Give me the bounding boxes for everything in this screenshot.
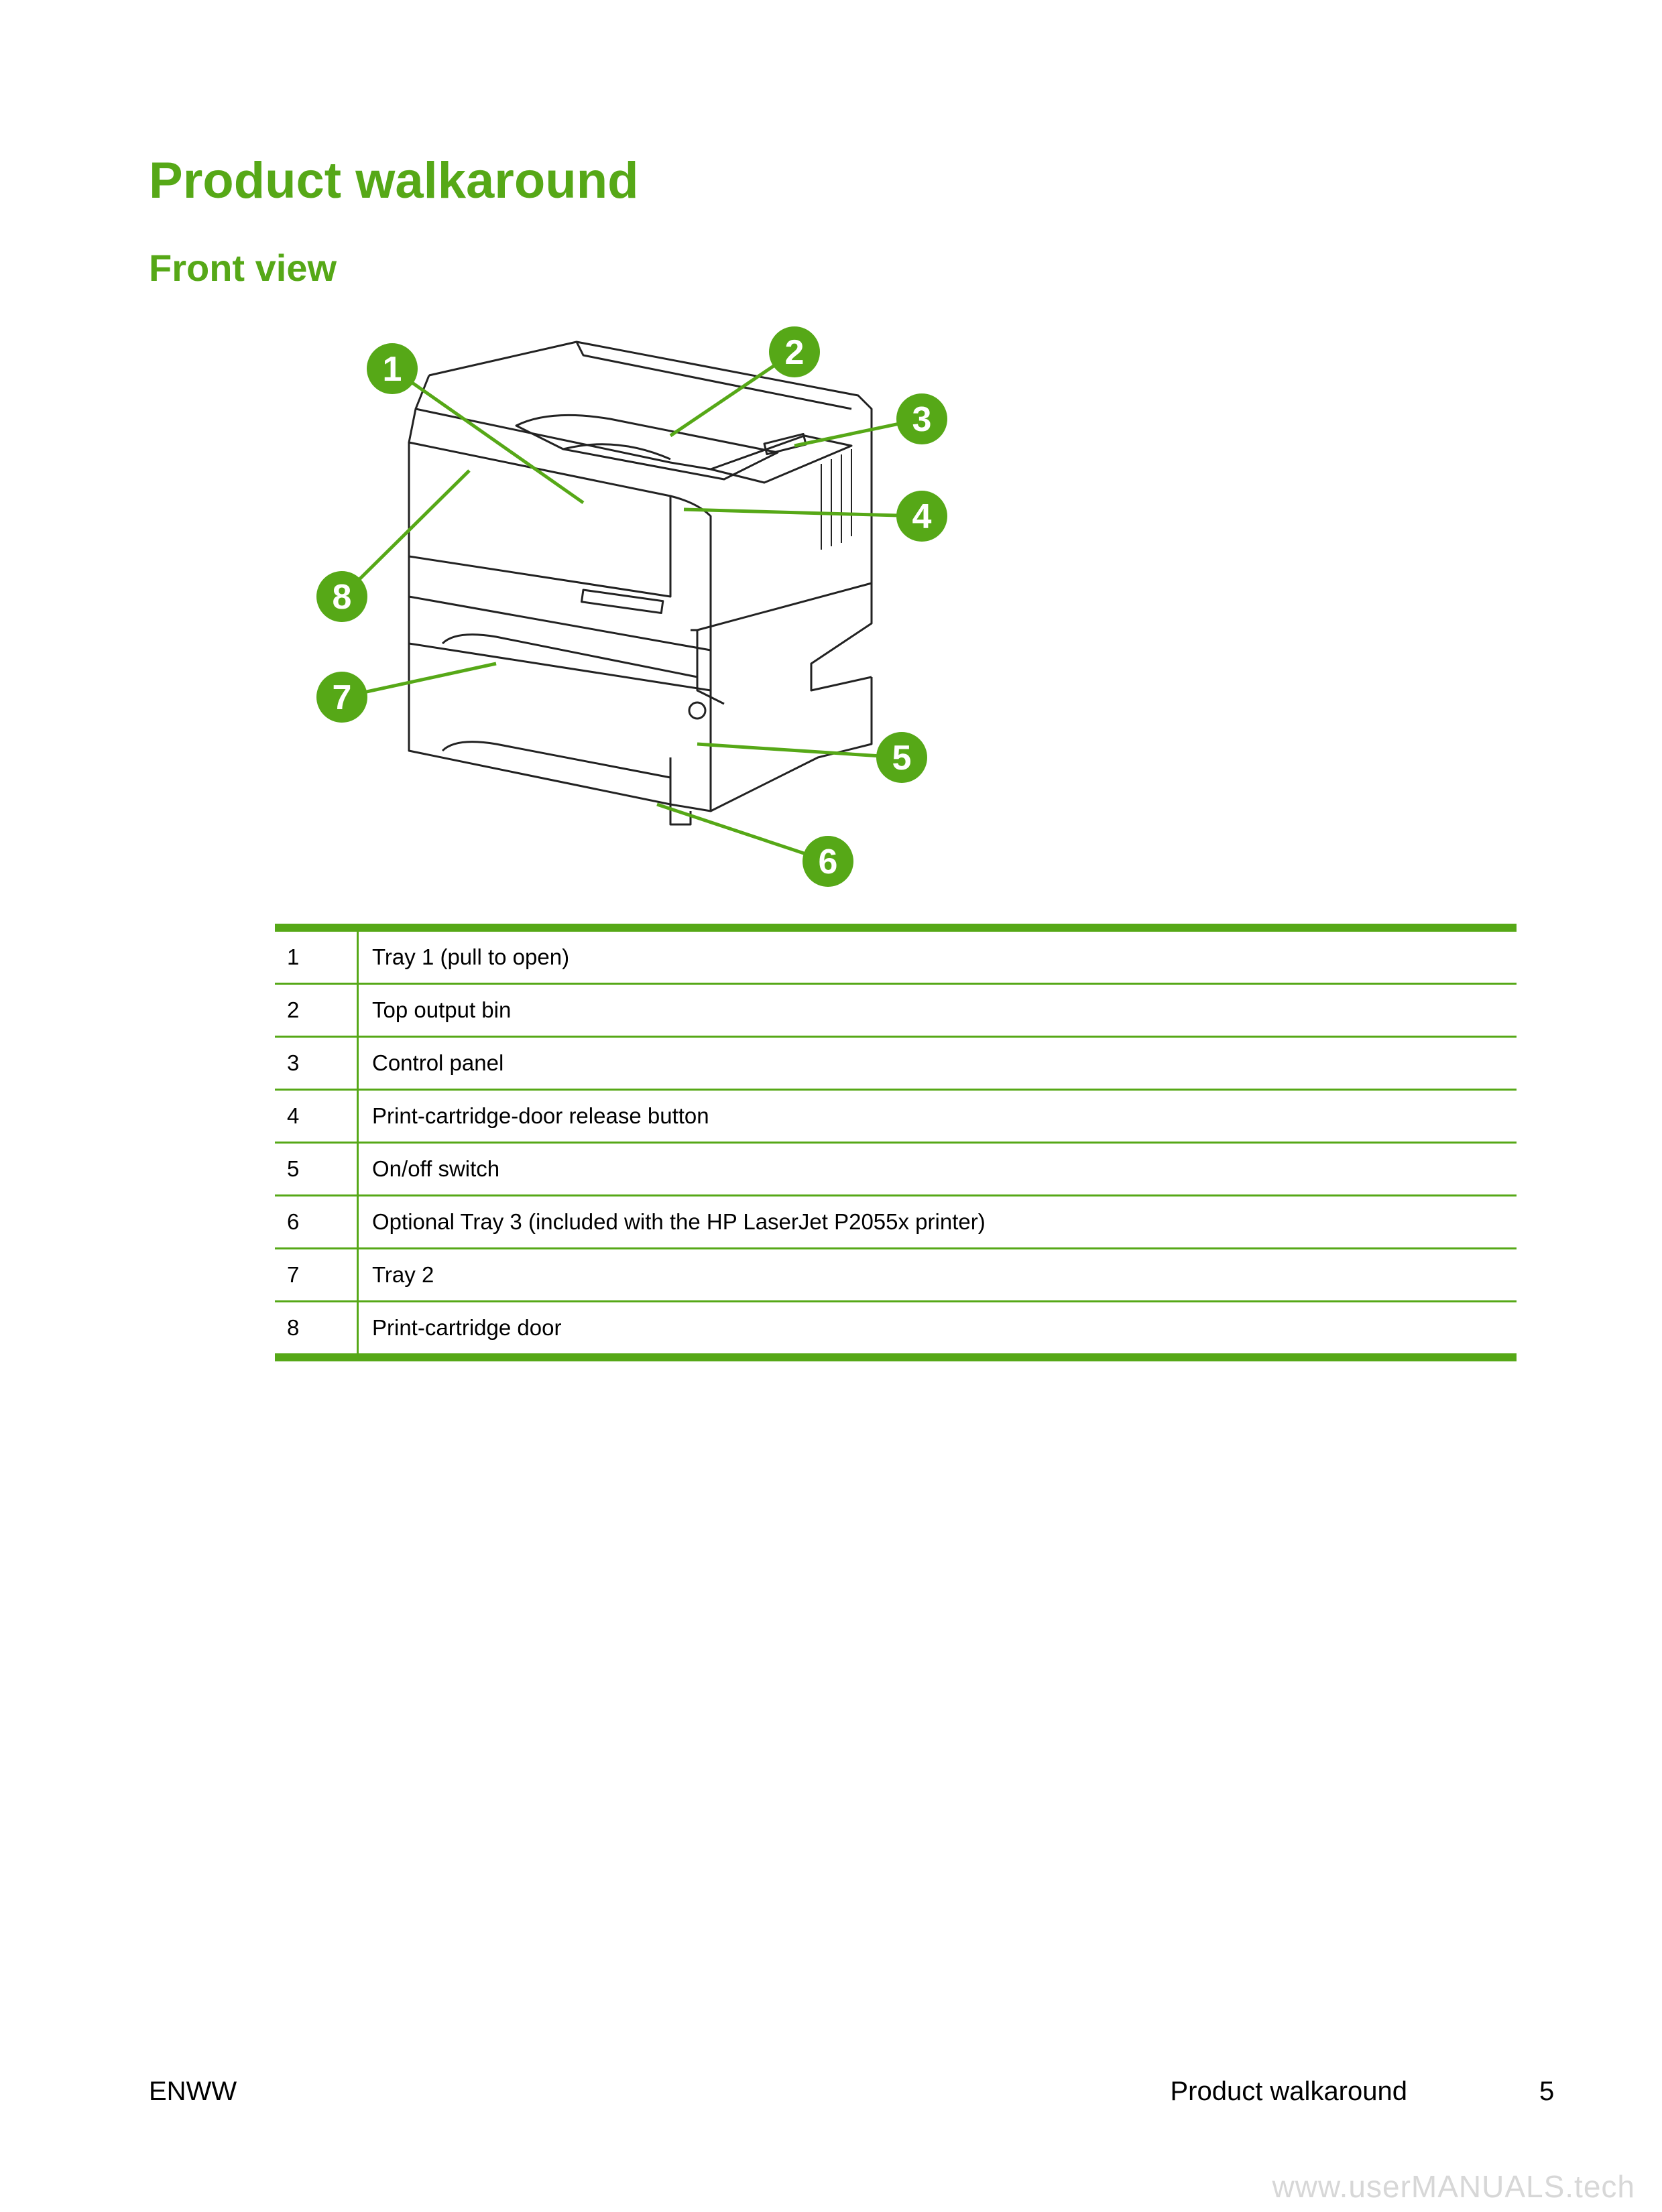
- svg-text:4: 4: [912, 497, 932, 536]
- callout-4: [896, 491, 947, 542]
- footer-page-number: 5: [1539, 2077, 1555, 2106]
- callout-2: [769, 326, 820, 377]
- callout-8: [316, 571, 367, 622]
- callout-3: [896, 393, 947, 444]
- svg-text:2: 2: [784, 333, 805, 372]
- row-number: 7: [275, 1249, 358, 1302]
- table-row: [275, 1302, 1517, 1358]
- table-row: [275, 1037, 1517, 1090]
- row-number: 2: [275, 984, 358, 1037]
- table-row: [275, 928, 1517, 984]
- callout-badges: [316, 326, 947, 887]
- row-description: Print-cartridge-door release button: [358, 1090, 1517, 1143]
- table-row: [275, 984, 1517, 1037]
- table-row: [275, 1090, 1517, 1143]
- row-number: 3: [275, 1037, 358, 1090]
- table-row: [275, 1143, 1517, 1196]
- callout-5: [876, 732, 927, 783]
- row-description: On/off switch: [358, 1143, 1517, 1196]
- table-row: [275, 1249, 1517, 1302]
- svg-text:6: 6: [818, 843, 838, 881]
- row-description: Print-cartridge door: [372, 1315, 562, 1340]
- row-description: Tray 1 (pull to open): [358, 928, 1517, 984]
- row-number: 4: [275, 1090, 358, 1143]
- printer-drawing: [295, 315, 979, 905]
- svg-text:5: 5: [892, 739, 912, 778]
- callout-6: [803, 836, 853, 887]
- callout-1: [367, 343, 418, 394]
- row-number: 5: [275, 1143, 358, 1196]
- printer-front-view-illustration: [295, 315, 979, 905]
- row-description: Control panel: [358, 1037, 1517, 1090]
- watermark: www.userMANUALS.tech: [1272, 2169, 1635, 2204]
- footer-doc-code: ENWW: [149, 2077, 237, 2106]
- svg-text:3: 3: [912, 400, 932, 439]
- svg-text:1: 1: [382, 350, 402, 389]
- row-number: 6: [275, 1196, 358, 1249]
- page-title: Product walkaround: [149, 152, 639, 209]
- row-description: Optional Tray 3 (included with the HP LaserJet P2055x printer): [358, 1196, 1517, 1249]
- svg-text:7: 7: [332, 678, 352, 717]
- section-title: Front view: [149, 247, 337, 289]
- row-description: Tray 2: [358, 1249, 1517, 1302]
- footer-section-name: Product walkaround: [1170, 2077, 1407, 2106]
- callout-leaders: [342, 352, 922, 861]
- svg-text:8: 8: [332, 578, 352, 617]
- callout-7: [316, 672, 367, 723]
- row-number: 8: [275, 1302, 358, 1358]
- callout-legend-table: [275, 924, 1517, 1361]
- row-number: 1: [275, 928, 358, 984]
- table-row: [275, 1196, 1517, 1249]
- row-description: Top output bin: [358, 984, 1517, 1037]
